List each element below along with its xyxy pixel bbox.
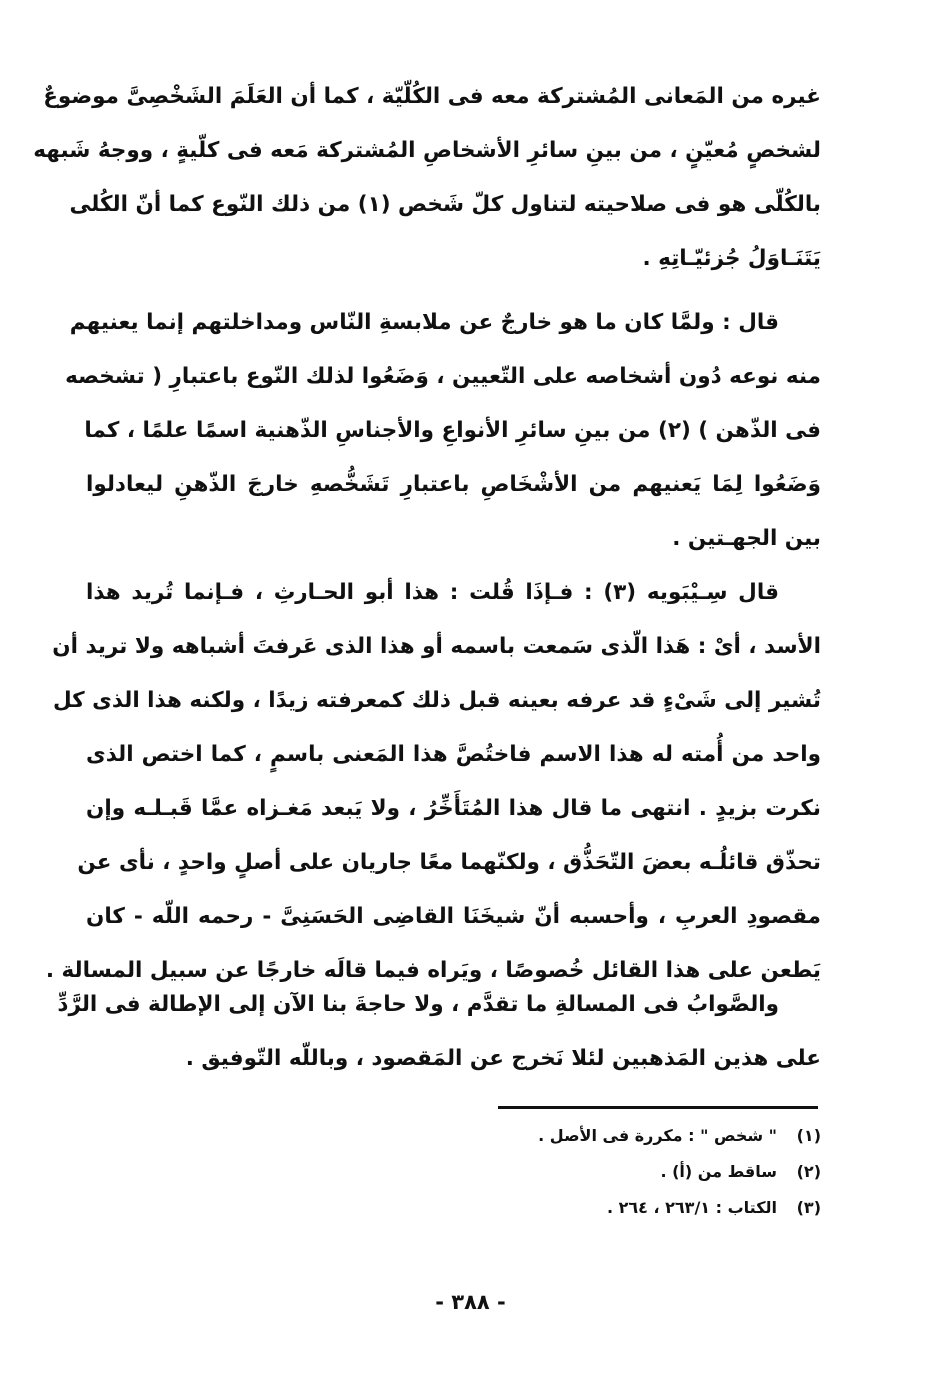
text-line: يَتَنَـاوَلُ جُزئيّـاتِهِ . (642, 246, 821, 271)
footnotes (421, 1118, 821, 1226)
text-line: تُشير إلى شَىْءٍ قد عرفه بعينه قبل ذلك كمعرفته زيدًا ، ولكنه هذا الذى كل (52, 688, 821, 713)
text-line: تحذّق قائلُـه بعضَ التّحَذُّق ، ولكنّهما معًا جاريان على أصلٍ واحدٍ ، نأى عن (77, 850, 821, 875)
paragraph-4 (57, 978, 821, 1086)
paragraph-2 (65, 296, 821, 566)
text-line: غيره من المَعانى المُشتركة معه فى الكُلّيّة ، كما أن العَلَمَ الشَخْصِىَّ موضوعٌ (43, 84, 821, 109)
text-line: على هذين المَذهبين لئلا نَخرج عن المَقصود ، وباللّه التّوفيق . (185, 1046, 821, 1071)
text-line: بين الجهـتين . (672, 526, 821, 551)
text-line: قال سِـيْبَويه (٣) : فـإذَا قُلت : هذا أبو الحـارثِ ، فـإنما تُريد هذا (86, 580, 779, 605)
footnote-text: " شخص " : مكررة فى الأصل . (538, 1126, 777, 1145)
text-line: وَضَعُوا لِمَا يَعنيهم من الأشْخَاصِ باعتبارِ تَشَخُّصهِ خارجَ الذّهنِ ليعادلوا (86, 472, 821, 497)
text-line: نكرت بزيدٍ . انتهى ما قال هذا المُتَأَخِّرُ ، ولا يَبعد مَغـزاه عمَّا قَبـلـه وإن (86, 796, 821, 821)
text-line: يَطعن على هذا القائل خُصوصًا ، ويَراه فيما قالَه خارجًا عن سبيل المسالة . (45, 958, 821, 983)
text-line: واحد من أُمته له هذا الاسم فاختُصَّ هذا المَعنى باسمٍ ، كما اختص الذى (86, 742, 821, 767)
footnote-3 (421, 1190, 821, 1226)
text-line: مقصودِ العربِ ، وأحسبه أنّ شيخَنَا القاضِى الحَسَنِىَّ - رحمه اللّه - كان (86, 904, 821, 929)
paragraph-1 (33, 70, 821, 286)
footnote-number: (٢) (796, 1162, 821, 1181)
footnote-text: ساقط من (أ) . (660, 1162, 777, 1181)
text-line: قال : ولمَّا كان ما هو خارجٌ عن ملابسةِ النّاس ومداخلتهم إنما يعنيهم (69, 310, 779, 335)
text-line: الأسد ، أىْ : هَذا الّذى سَمعت باسمه أو هذا الذى عَرفتَ أشباهه ولا تريد أن (52, 634, 821, 659)
footnote-text: الكتاب : ٢٦٣/١ ، ٢٦٤ . (606, 1198, 777, 1217)
text-line: فى الذّهن ) (٢) من بينِ سائرِ الأنواعِ والأجناسِ الذّهنية اسمًا علمًا ، كما (84, 418, 821, 443)
footnote-2 (421, 1154, 821, 1190)
text-line: منه نوعه دُون أشخاصه على التّعيين ، وَضَعُوا لذلك النّوع باعتبارِ ( تشخصه (65, 364, 821, 389)
text-line: والصَّوابُ فى المسالةِ ما تقدَّم ، ولا حاجةَ بنا الآن إلى الإطالة فى الرَّدِّ (57, 992, 779, 1017)
paragraph-3 (45, 566, 821, 998)
footnote-number: (١) (796, 1126, 821, 1145)
footnote-number: (٣) (796, 1198, 821, 1217)
text-line: لشخصٍ مُعيّنٍ ، من بينِ سائرِ الأشخاصِ المُشتركة مَعه فى كلّيةٍ ، ووجهُ شَبهه (33, 138, 821, 163)
page-number: - ٣٨٨ - (435, 1290, 506, 1314)
footnote-divider (498, 1106, 818, 1109)
text-line: بالكُلّى هو فى صلاحيته لتناول كلّ شَخص (١) من ذلك النّوع كما أنّ الكُلى (69, 192, 821, 217)
footnote-1 (421, 1118, 821, 1154)
